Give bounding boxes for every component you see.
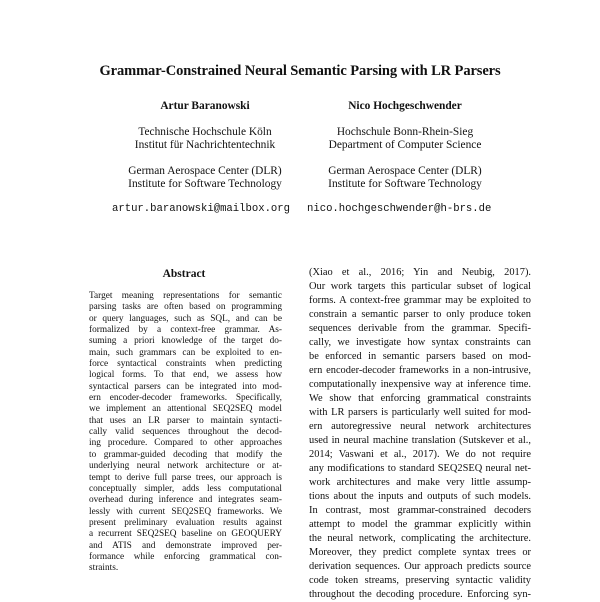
abstract-line: ern encoder-decoder frameworks. Specifically,	[89, 393, 282, 404]
abstract-line: a recurrent SEQ2SEQ baseline on GEOQUERY	[89, 529, 282, 540]
body-line: attempt to model the grammar explicitly within	[309, 519, 531, 530]
abstract-line: logical forms. To that end, we assess how	[89, 370, 282, 381]
abstract-line: syntactical parsers can be integrated into mod-	[89, 381, 282, 392]
abstract-line: we implement an attentional SEQ2SEQ model	[89, 404, 282, 415]
abstract-line: and ATIS and demonstrate improved per-	[89, 540, 282, 551]
abstract-line: formance while enforcing grammatical con-	[89, 551, 282, 562]
body-line: with LR parsers is particularly well suited for mod-	[309, 407, 531, 418]
abstract-line: ing procedure. Compared to other approaches	[89, 438, 282, 449]
abstract-line: main, such grammars can be exploited to en-	[89, 347, 282, 358]
affiliation-line: German Aerospace Center (DLR)	[328, 165, 482, 177]
body-line: (Xiao et al., 2016; Yin and Neubig, 2017).	[309, 267, 531, 278]
body-line: computationally inexpensive way at inference time.	[309, 379, 531, 390]
abstract-text	[89, 291, 282, 575]
body-line: derivation sequences. Our approach predicts source	[309, 561, 531, 572]
body-line: throughout the decoding procedure. Enforcing syn-	[309, 589, 531, 600]
abstract-line: lessly with current SEQ2SEQ frameworks. We	[89, 506, 282, 517]
body-line: the neural network, complicating the architecture.	[309, 533, 531, 544]
abstract-line: cally valid sequences throughout the decod-	[89, 427, 282, 438]
abstract-line: overhead during inference and integrates seam-	[89, 495, 282, 506]
affiliation	[300, 165, 510, 191]
affiliation-line: Hochschule Bonn-Rhein-Sieg	[336, 126, 474, 138]
abstract-heading: Abstract	[162, 268, 206, 280]
body-line: sequences derivable from the grammar. Specifi-	[309, 323, 531, 334]
body-line: ern autoregressive neural network architectures	[309, 421, 531, 432]
body-line: forms. A context-free grammar may be exploited to	[309, 295, 531, 306]
body-line: be enforced in semantic parsers based on mod-	[309, 351, 531, 362]
affiliation-line: Technische Hochschule Köln	[138, 126, 272, 138]
body-line: In contrast, most grammar-constrained decoders	[309, 505, 531, 516]
author-block-1	[110, 0, 300, 191]
body-text-column	[309, 266, 531, 602]
affiliation-line: Department of Computer Science	[328, 139, 482, 151]
abstract-line: to grammar-guided decoding that modify the	[89, 449, 282, 460]
body-line: work architectures and make very little assump-	[309, 477, 531, 488]
body-line: any modifications to standard SEQ2SEQ neural net-	[309, 463, 531, 474]
affiliation	[110, 126, 300, 152]
abstract-line: or query languages, such as SQL, and can be	[89, 313, 282, 324]
author-name: Artur Baranowski	[160, 100, 250, 112]
abstract-line: force syntactical constraints when predicting	[89, 359, 282, 370]
abstract-line: Target meaning representations for semantic	[89, 291, 282, 301]
author-email[interactable]: nico.hochgeschwender@h-brs.de	[307, 203, 492, 215]
affiliation	[300, 126, 510, 152]
abstract-line: parsing tasks are often based on programming	[89, 302, 282, 313]
abstract-line: tempt to derive full parse trees, our approach is	[89, 472, 282, 483]
author-block-2	[300, 0, 510, 191]
author-email[interactable]: artur.baranowski@mailbox.org	[112, 203, 291, 215]
abstract-line: that uses an LR parser to maintain syntacti-	[89, 415, 282, 426]
abstract-line: conceptually simpler, adds less computational	[89, 483, 282, 494]
body-line: Moreover, they predict complete syntax trees or	[309, 547, 531, 558]
affiliation-line: Institut für Nachrichtentechnik	[134, 139, 276, 151]
body-line: tions about the inputs and outputs of such models.	[309, 491, 531, 502]
abstract-line: underlying neural network architecture or at-	[89, 461, 282, 472]
abstract-line: formalized by a context-free grammar. As-	[89, 325, 282, 336]
author-name: Nico Hochgeschwender	[348, 100, 462, 112]
affiliation-line: Institute for Software Technology	[328, 178, 482, 190]
abstract-line: suming a priori knowledge of the target do-	[89, 336, 282, 347]
body-line: code token streams, preserving syntactic validity	[309, 575, 531, 586]
body-line: used in neural machine translation (Sutskever et al.,	[309, 435, 531, 446]
body-line: We show that enforcing grammatical constraints	[309, 393, 531, 404]
body-line: 2014; Vaswani et al., 2017). We do not require	[309, 449, 531, 460]
affiliation-line: German Aerospace Center (DLR)	[128, 165, 282, 177]
body-line: constrain a semantic parser to only produce token	[309, 309, 531, 320]
abstract-line: straints.	[89, 563, 119, 574]
paper-title: Grammar-Constrained Neural Semantic Parsing with LR Parsers	[99, 63, 501, 79]
affiliation-line: Institute for Software Technology	[128, 178, 282, 190]
body-line: ern encoder-decoder frameworks in a non-intrusive,	[309, 365, 531, 376]
body-line: cally, we investigate how syntax constraints can	[309, 337, 531, 348]
abstract-line: present preliminary evaluation results against	[89, 517, 282, 528]
body-line: Our work targets this particular subset of logical	[309, 281, 531, 292]
affiliation	[110, 165, 300, 191]
